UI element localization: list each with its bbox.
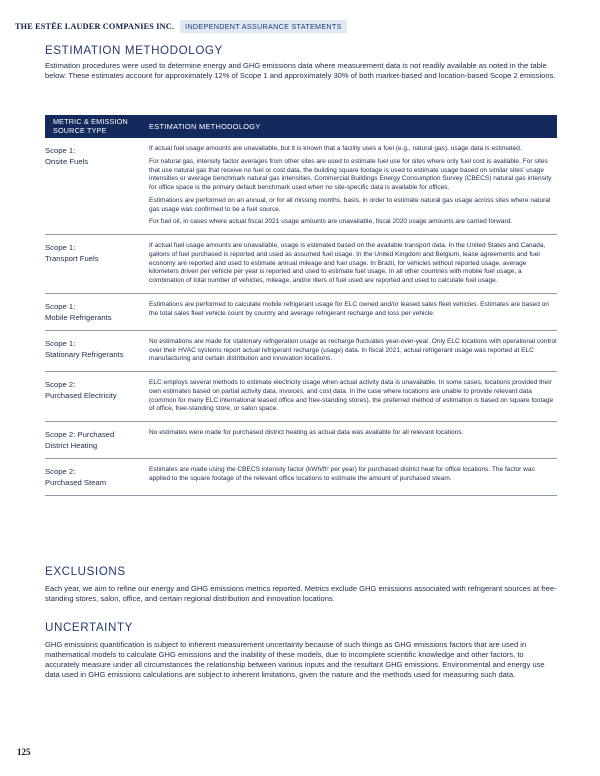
- metric-source: Transport Fuels: [45, 254, 99, 263]
- metric-cell: [45, 242, 145, 286]
- metric-source: Purchased Electricity: [45, 391, 117, 400]
- section-tag[interactable]: INDEPENDENT ASSURANCE STATEMENTS: [180, 20, 347, 33]
- methodology-cell: [145, 429, 557, 451]
- methodology-cell: [145, 379, 557, 414]
- methodology-cell: [145, 466, 557, 488]
- methodology-text: Estimates are made using the CBECS intensity factor (kWh/ft² per year) for purchased district heat for office locations. The factor was applied to the square footage of the relevant office locations to estimate the amount of purchased steam.: [149, 466, 535, 482]
- methodology-text: If actual fuel usage amounts are unavailable, but it is known that a facility uses a fuel (e.g., natural gas), usage data is estimated.: [149, 145, 522, 152]
- methodology-text: ELC employs several methods to estimate electricity usage when actual activity data is unavailable. In some cases, locations provided their own estimates based on partial activity data, invoices, and cost data. In the case where locations are unable to provide relevant data (common for many ELC international leased office and free-standing stores), the preferred method of estimation is based on square footage of office, free-standing store, or salon space.: [149, 379, 554, 413]
- methodology-cell: [145, 145, 557, 227]
- methodology-text: For fuel oil, in cases where actual fiscal 2021 usage amounts are unavailable, fiscal 2020 usage amounts are carried forward.: [149, 218, 513, 226]
- metric-cell: [45, 379, 145, 414]
- table-row: [45, 138, 557, 235]
- metric-source: Mobile Refrigerants: [45, 312, 112, 322]
- metric-cell: [45, 301, 145, 323]
- methodology-text: For natural gas, intensity factor averages from other sites are used to estimate fuel use for sites where only fuel cost is available. For sites that use natural gas that receive no fuel or cost data, the building square footage is used to estimate usage based on similar sites’ usage intensities or average benchmark natural gas intensities. Commercial Buildings Energy Consumption Survey (CBECS) natural gas intensity for office space is the primary default benchmark used when no site-specific data is available for offices.: [149, 157, 552, 191]
- table-row: [45, 331, 557, 372]
- page-number: 125: [17, 747, 31, 757]
- metric-cell: [45, 466, 145, 488]
- exclusions-text: Each year, we aim to refine our energy and GHG emissions metrics reported. Metrics exclude GHG emissions associated with refrigerant sources at free-standing stores, salon, office, and certain regional distribution and innovation locations.: [45, 584, 557, 604]
- exclusions-heading: EXCLUSIONS: [45, 565, 126, 578]
- methodology-cell: [145, 242, 557, 286]
- metric-cell: [45, 338, 145, 364]
- page-header: [15, 20, 347, 32]
- methodology-cell: [145, 301, 557, 323]
- metric-scope: Scope 2:: [45, 467, 76, 476]
- table-row: [45, 459, 557, 496]
- metric-scope: Scope 2:: [45, 380, 76, 389]
- col-header-metric: METRIC & EMISSION SOURCE TYPE: [53, 117, 128, 135]
- uncertainty-heading: UNCERTAINTY: [45, 621, 133, 634]
- methodology-text: No estimations are made for stationary refrigeration usage as recharge fluctuates year-over-year. Only ELC locations with operational control over their HVAC systems report actual refrigerant recharge (usage) data. In fiscal 2021, actual refrigerant usage was reported at ELC manufacturing and certain distribution and innovation locations.: [149, 337, 557, 363]
- table-row: [45, 235, 557, 294]
- methodology-cell: [145, 338, 557, 364]
- table-header: [45, 115, 557, 138]
- metric-cell: [45, 429, 145, 451]
- uncertainty-text: GHG emissions quantification is subject to inherent measurement uncertainty because of such things as GHG emissions factors that are used in mathematical models to calculate GHG emissions and the inability of these models, due to incomplete scientific knowledge and other factors, to accurately measure under all circumstances the relationship between various inputs and the resultant GHG emissions. Environmental and energy use data used in GHG emissions calculations are subject to inherent limitations, given the nature and the methods used for measuring such data.: [45, 640, 545, 680]
- table-row: [45, 294, 557, 331]
- metric-scope: Scope 1:: [45, 338, 76, 348]
- metric-cell: [45, 145, 145, 227]
- metric-scope: Scope 2: Purchased: [45, 430, 115, 439]
- methodology-text: If actual fuel usage amounts are unavailable, usage is estimated based on the available transport data. In the United States and Canada, gallons of fuel purchased is reported and used as assumed fuel usage. In the United Kingdom and Belgium, lease agreements and fuel economy are reported and used to estimate annual mileage and fuel usage. In Brazil, for vehicles without reported usage, average kilometers driven per vehicle per year is reported and used to estimate fuel usage. In all other countries with mobile fuel usage, a combination of total number of vehicles, mileage, and/or liters of fuel used are reported and used to calculate fuel usage.: [149, 242, 546, 284]
- methodology-text: No estimates were made for purchased district heating as actual data was available for all relevant locations.: [149, 429, 464, 436]
- estimation-heading: ESTIMATION METHODOLOGY: [45, 44, 223, 57]
- metric-source: Stationary Refrigerants: [45, 349, 124, 359]
- table-row: [45, 422, 557, 459]
- metric-scope: Scope 1:: [45, 243, 76, 252]
- metric-source: Purchased Steam: [45, 478, 107, 487]
- metric-source: Onsite Fuels: [45, 157, 89, 166]
- col-header-methodology: ESTIMATION METHODOLOGY: [149, 122, 261, 131]
- methodology-text: Estimations are performed on an annual, or for all missing months, basis, in order to estimate natural gas usage across sites where natural gas usage was confirmed to be a fuel source.: [149, 196, 551, 213]
- table-row: [45, 372, 557, 422]
- methodology-text: Estimations are performed to calculate mobile refrigerant usage for ELC owned and/or leased sales fleet vehicles. Estimates are based on the total sales fleet vehicle count by country and average refrigerant recharge and loss per vehicle.: [149, 300, 549, 317]
- metric-scope: Scope 1:: [45, 301, 76, 311]
- metric-source: District Heating: [45, 441, 98, 450]
- company-name: THE ESTĒE LAUDER COMPANIES INC.: [15, 21, 175, 31]
- metric-scope: Scope 1:: [45, 146, 76, 155]
- estimation-intro: Estimation procedures were used to determine energy and GHG emissions data where measurement data is not readily available as noted in the table below. These estimates account for approximately 12% of Scope 1 and approximately 30% of both market-based and location-based Scope 2 emissions.: [45, 61, 556, 81]
- estimation-table: [45, 115, 557, 496]
